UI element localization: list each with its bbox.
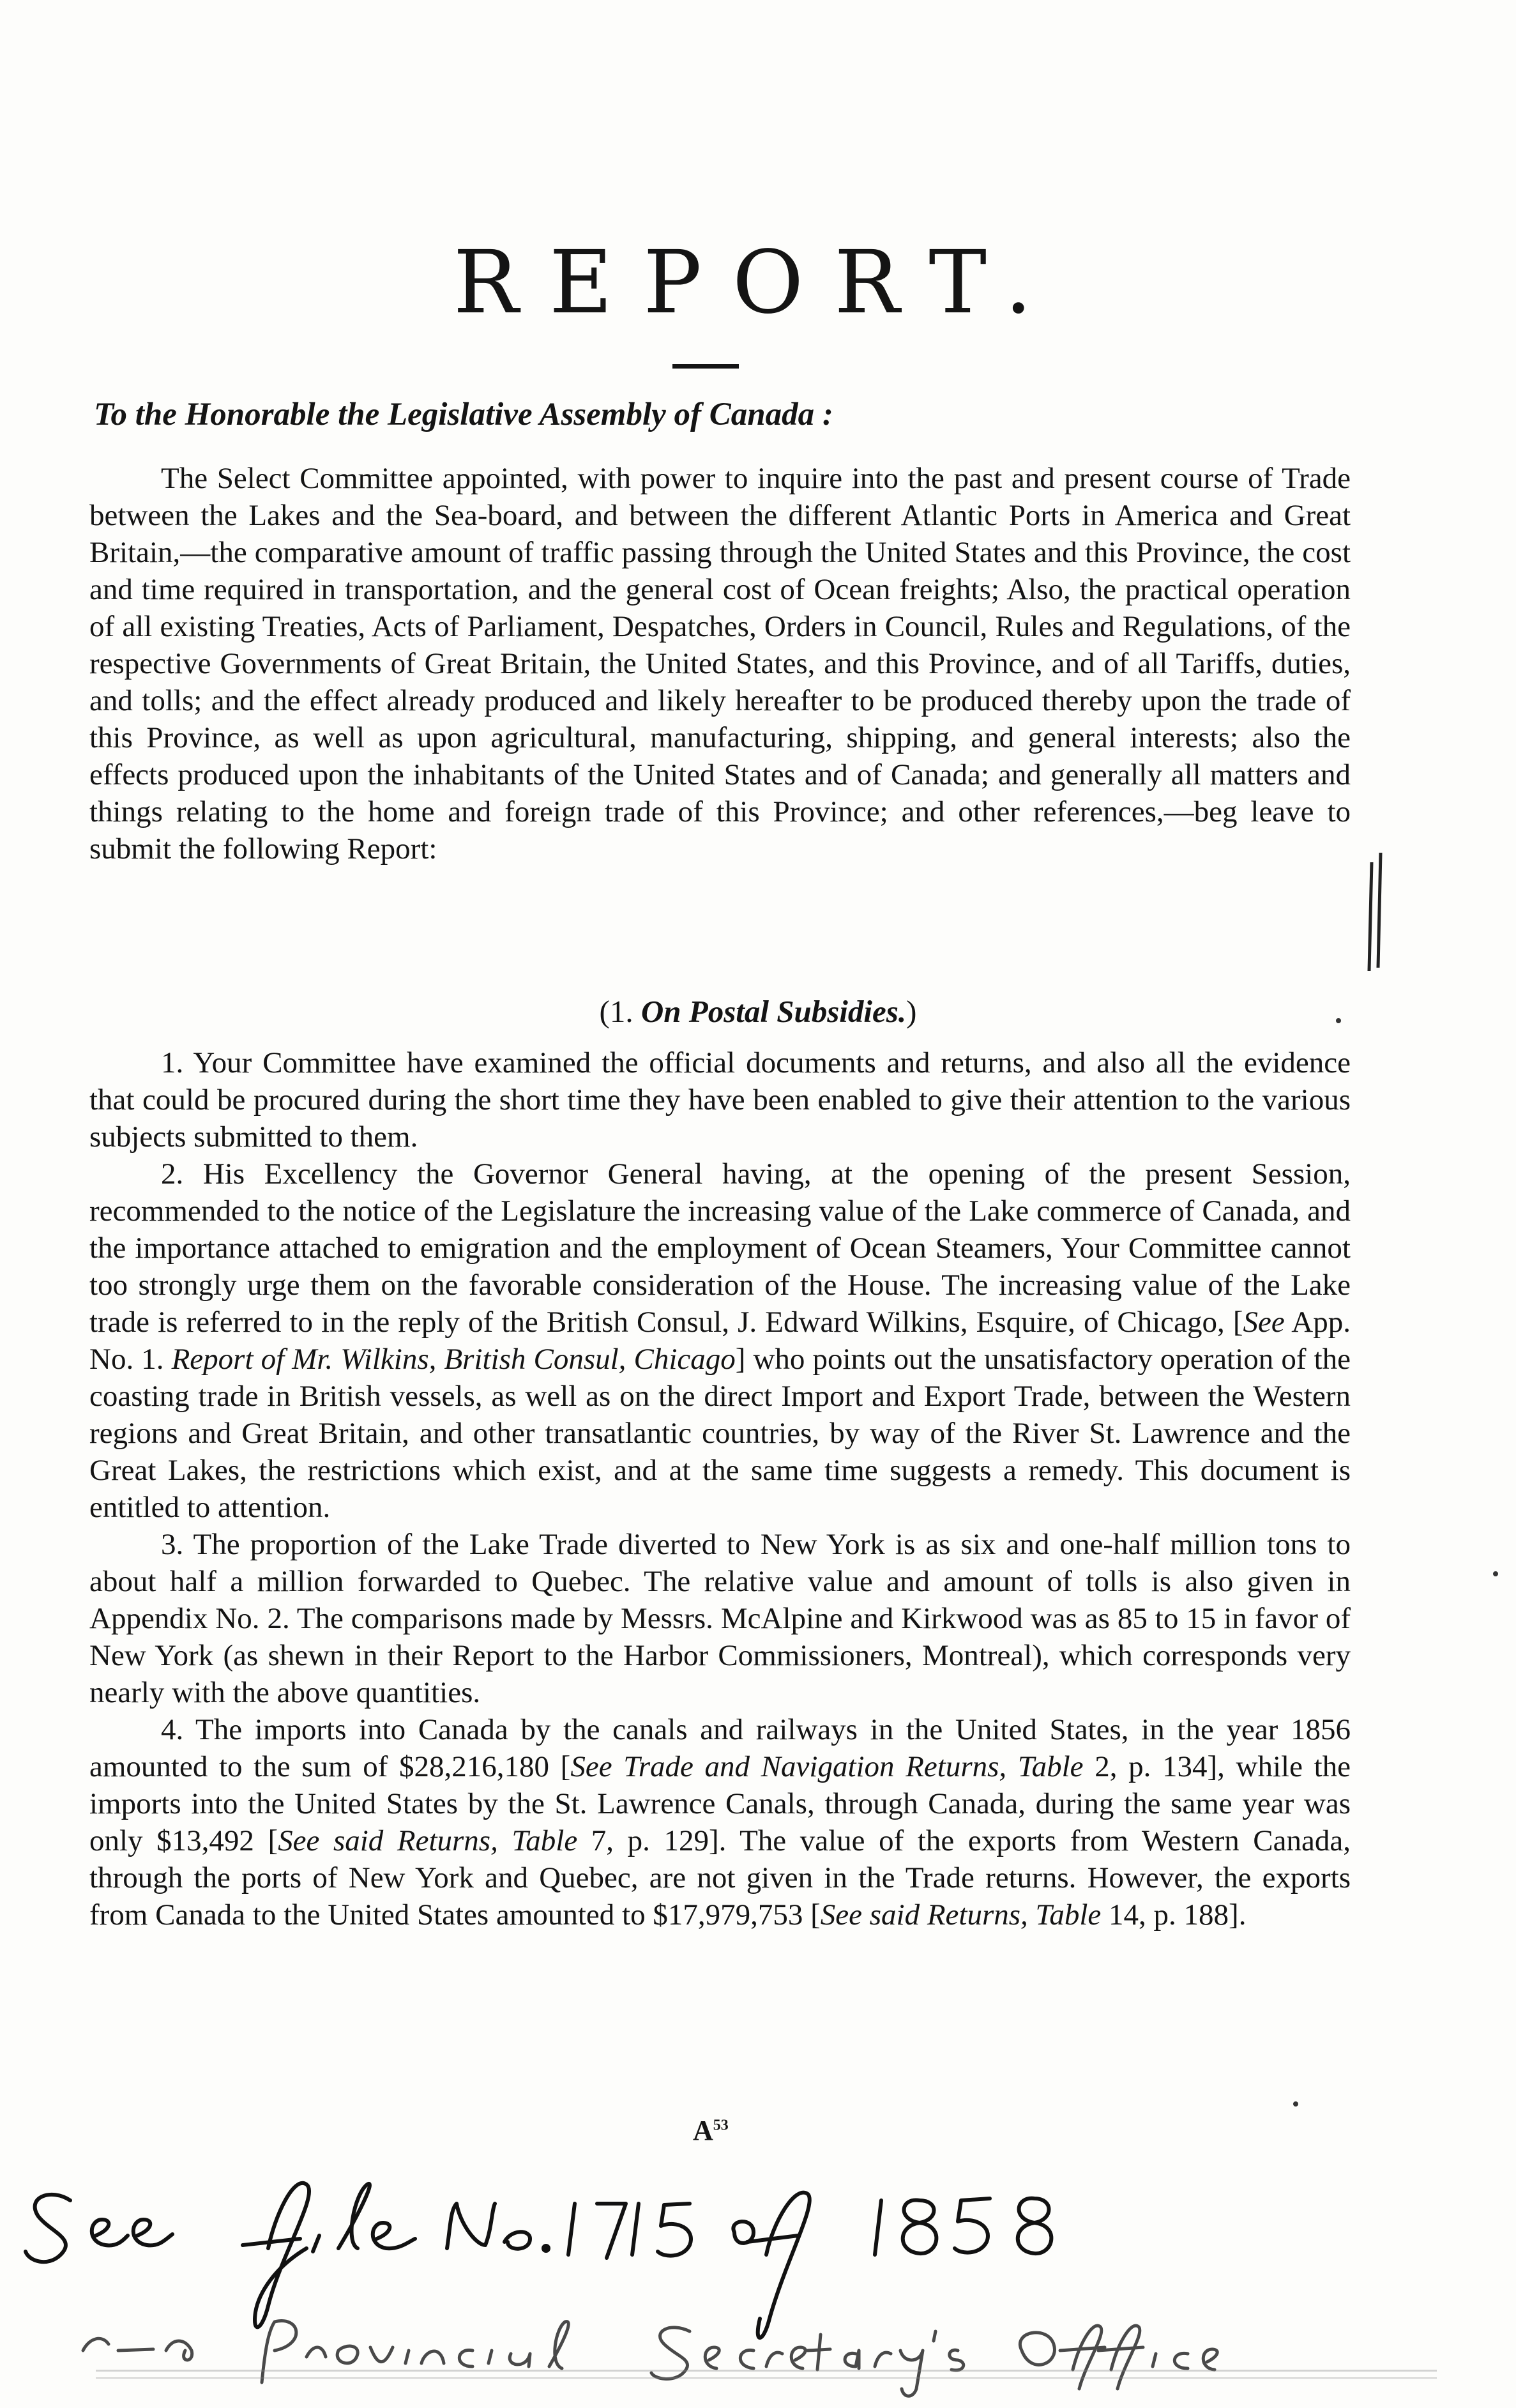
stray-mark (1293, 2101, 1298, 2107)
title-underline-rule (672, 364, 739, 369)
numbered-paragraphs (89, 1044, 1351, 1933)
paragraph-2-see: See (1243, 1306, 1285, 1339)
paragraph-4-text-b: 2, p. 134], while the imports into the United States by the St. Lawrence Canals, through Canada, during the same year was only $13,492 [ (89, 1750, 1351, 1857)
paragraph-2 (89, 1155, 1351, 1526)
section-heading-open: (1. (599, 994, 641, 1029)
stray-mark (1493, 1571, 1498, 1576)
paragraph-4-ref-2: See said Returns, Table (278, 1824, 578, 1857)
section-heading-label: On Postal Subsidies. (641, 994, 907, 1029)
paragraph-4-text-d: 14, p. 188]. (1101, 1898, 1247, 1932)
signature-number: 53 (713, 2117, 729, 2134)
paragraph-4-ref-3: See said Returns, Table (820, 1898, 1102, 1932)
paragraph-4 (89, 1711, 1351, 1933)
paragraph-2-ref: Report of Mr. Wilkins, British Consul, Chicago (171, 1343, 736, 1376)
signature-letter: A (693, 2115, 713, 2146)
paragraph-2-text-a: 2. His Excellency the Governor General having, at the opening of the present Session, recommended to the notice of the Legislature the increasing value of the Lake commerce of Canada, and the importance attached to emigration and the employment of Ocean Steamers, Your Committee cannot too strongly urge them on the favorable consideration of the House. The increasing value of the Lake trade is referred to in the reply of the British Consul, J. Edward Wilkins, Esquire, of Chicago, [ (89, 1157, 1351, 1339)
margin-bracket-mark (1367, 850, 1392, 977)
paragraph-4-text-a: 4. The imports into Canada by the canals and railways in the United States, in the year 1856 amounted to the sum of $28,216,180 [ (89, 1713, 1351, 1783)
paragraph-2-text-b: App. No. 1. (89, 1306, 1351, 1376)
paragraph-1: 1. Your Committee have examined the official documents and returns, and also all the evidence that could be procured during the short time they have been enabled to give their attention to the various subjects submitted to them. (89, 1046, 1351, 1154)
section-heading (0, 993, 1516, 1030)
stray-mark (1336, 1018, 1341, 1023)
address-line: To the Honorable the Legislative Assembly of Canada : (94, 397, 833, 432)
paragraph-4-ref-1: See Trade and Navigation Returns, Table (570, 1750, 1084, 1783)
paragraph-3: 3. The proportion of the Lake Trade diverted to New York is as six and one-half million tons to about half a million forwarded to Quebec. The relative value and amount of tolls is also given in Appendix No. 2. The comparisons made by Messrs. McAlpine and Kirkwood was as 85 to 15 in favor of New York (as shewn in their Report to the Harbor Commissioners, Montreal), which corresponds very nearly with the above quantities. (89, 1528, 1351, 1709)
section-heading-close: ) (906, 994, 917, 1029)
paragraph-4-text-c: 7, p. 129]. The value of the exports from Western Canada, through the ports of New York and Quebec, are not given in the Trade returns. However, the exports from Canada to the United States amounted to $17,979,753 [ (89, 1824, 1351, 1932)
handwritten-annotation (0, 2159, 1516, 2408)
signature-mark (693, 2114, 729, 2147)
intro-paragraph-block (89, 460, 1351, 867)
intro-paragraph: The Select Committee appointed, with power to inquire into the past and present course of Trade between the Lakes and the Sea-board, and between the different Atlantic Ports in America and Great Britain,—the comparative amount of traffic passing through the United States and this Province, the cost and time required in transportation, and the general cost of Ocean freights; Also, the practical operation of all existing Treaties, Acts of Parliament, Despatches, Orders in Council, Rules and Regulations, of the respective Governments of Great Britain, the United States, and this Province, and of all Tariffs, duties, and tolls; and the effect already produced and likely hereafter to be produced thereby upon the trade of this Province, as well as upon agricultural, manufacturing, shipping, and general interests; also the effects produced upon the inhabitants of the United States and of Canada; and generally all matters and things relating to the home and foreign trade of this Province; and other references,—beg leave to submit the following Report: (89, 462, 1351, 865)
page-title: REPORT. (453, 232, 1063, 333)
paragraph-2-text-c: ] who points out the unsatisfactory operation of the coasting trade in British vessels, as well as on the direct Import and Export Trade, between the Western regions and Great Britain, and other transatlantic countries, by way of the River St. Lawrence and the Great Lakes, the restrictions which exist, and at the same time suggests a remedy. This document is entitled to attention. (89, 1343, 1351, 1524)
